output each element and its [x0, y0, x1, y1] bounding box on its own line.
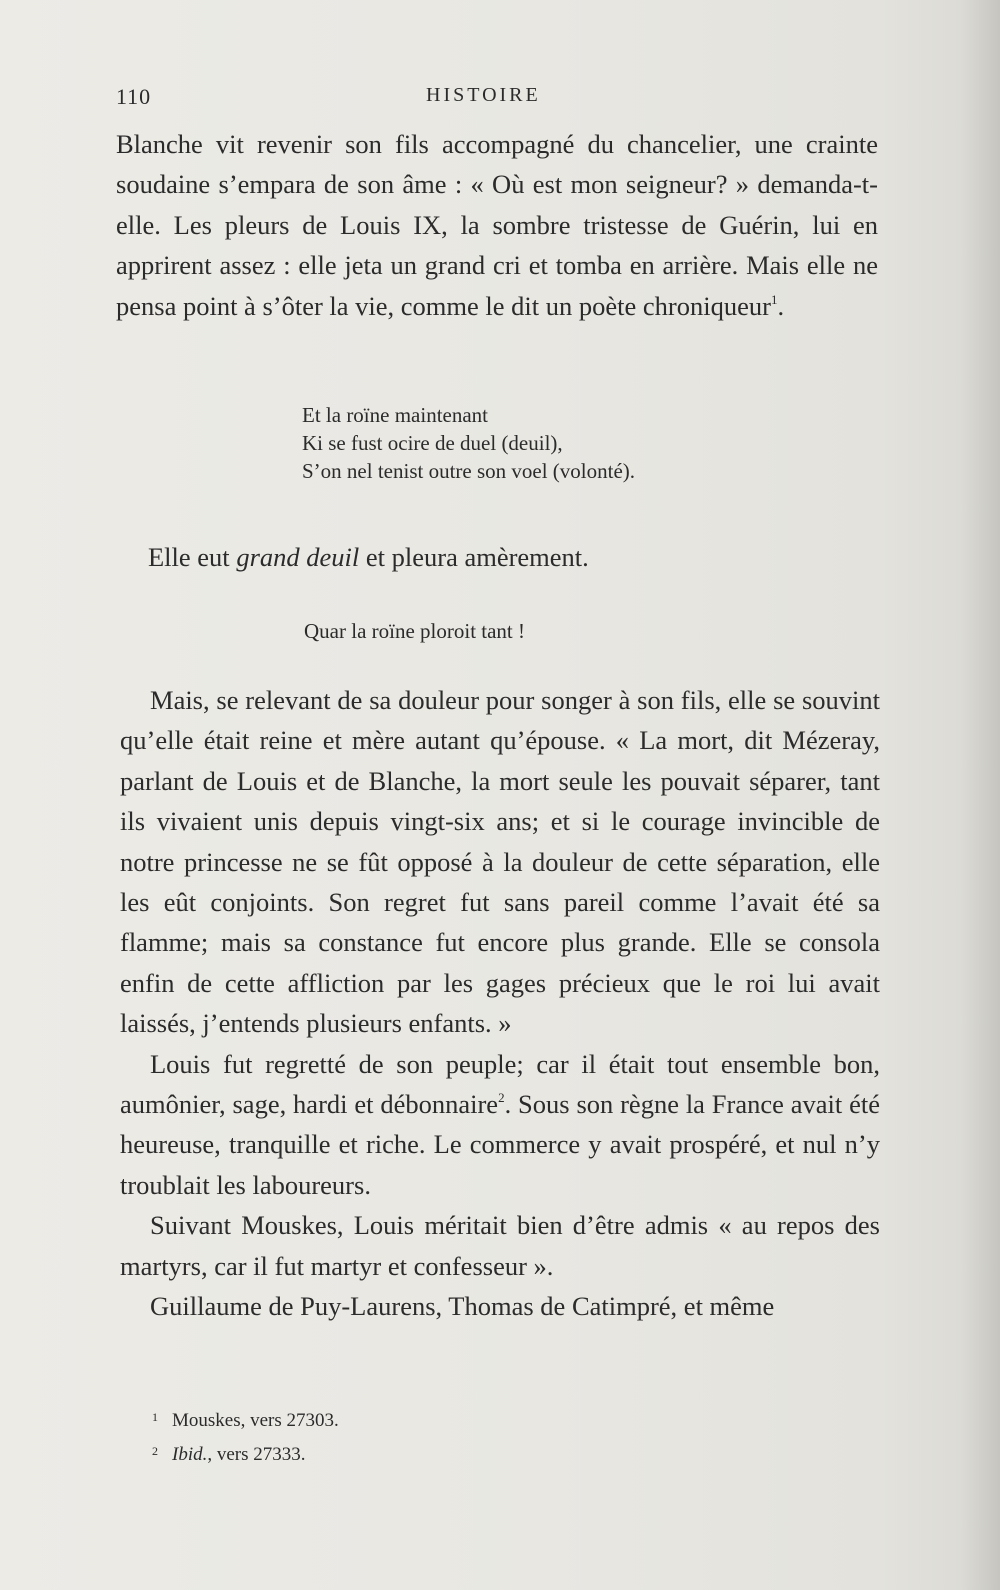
verse-line: Et la roïne maintenant [302, 403, 489, 427]
verse-line: Ki se fust ocire de duel (deuil), [302, 431, 563, 455]
paragraph-end: . [777, 290, 785, 321]
verse-quotation-2 [304, 617, 525, 645]
text-block-main [120, 680, 880, 1327]
paragraph-text: Blanche vit revenir son fils accompagné du chancelier, une crainte soudaine s’empara de son âme : « Où est mon seigneur? » demanda-t-elle. Les pleurs de Louis IX, la sombre tristesse de Guérin, lui en apprirent assez : elle jeta un grand cri et tomba en arrière. Mais elle ne pensa point à s’ôter la vie, comme le dit un poète chroniqueur [116, 129, 878, 321]
verse-quotation-1 [302, 401, 635, 485]
paragraph-guillaume: Guillaume de Puy-Laurens, Thomas de Catimpré, et même [150, 1291, 775, 1322]
emphasis-text: grand deuil [236, 542, 360, 572]
paragraph-blanche [116, 124, 878, 326]
footnote-ref-1: 1 [770, 291, 778, 307]
footnote-source: Ibid. [172, 1444, 208, 1465]
footnote-ref-2: 2 [498, 1090, 505, 1106]
footnote-source: Mouskes [172, 1410, 241, 1431]
page-fold-shadow [960, 0, 1000, 1590]
text-block-top [116, 124, 878, 326]
paragraph-rest: . Sous son règne la France avait été heureuse, tranquille et riche. Le commerce y avait prospéré, et nul n’y troublait les laboureurs. [120, 1089, 880, 1200]
paragraph-mouskes: Suivant Mouskes, Louis méritait bien d’être admis « au repos des martyrs, car il fut martyr et confesseur ». [120, 1210, 880, 1281]
text-after: et pleura amèrement. [359, 542, 589, 572]
paragraph-mezeray: Mais, se relevant de sa douleur pour songer à son fils, elle se souvint qu’elle était reine et mère autant qu’épouse. « La mort, dit Mézeray, parlant de Louis et de Blanche, la mort seule les pouvait séparer, tant ils vivaient unis depuis vingt-six ans; et si le courage invincible de notre princesse ne se fût opposé à la douleur de cette séparation, elle les eût conjoints. Son regret fut sans pareil comme l’avait été sa flamme; mais sa constance fut encore plus grande. Elle se consola enfin de cette affliction par les gages précieux que le roi lui avait laissés, j’entends plusieurs enfants. » [120, 685, 880, 1039]
footnote-text: , vers 27333. [207, 1444, 306, 1465]
footnotes [152, 1402, 339, 1470]
verse-line: S’on nel tenist outre son voel (volonté). [302, 459, 636, 483]
text-before: Elle eut [148, 542, 237, 572]
paragraph-grand-deuil [148, 537, 589, 577]
verse-line: Quar la roïne ploroit tant ! [304, 619, 526, 643]
page-header [116, 84, 876, 114]
running-title: HISTOIRE [426, 84, 541, 106]
footnote-1 [152, 1402, 339, 1436]
footnote-text: , vers 27303. [240, 1410, 339, 1431]
paragraph-louis-regrette [120, 1044, 880, 1206]
footnote-mark: 2 [152, 1444, 158, 1458]
page-number: 110 [116, 84, 152, 109]
footnote-2 [152, 1436, 339, 1470]
paragraph-text: Louis fut regretté de son peuple; car il était tout ensemble bon, aumônier, sage, hardi et débonnaire [120, 1048, 880, 1120]
footnote-mark: 1 [152, 1410, 158, 1424]
